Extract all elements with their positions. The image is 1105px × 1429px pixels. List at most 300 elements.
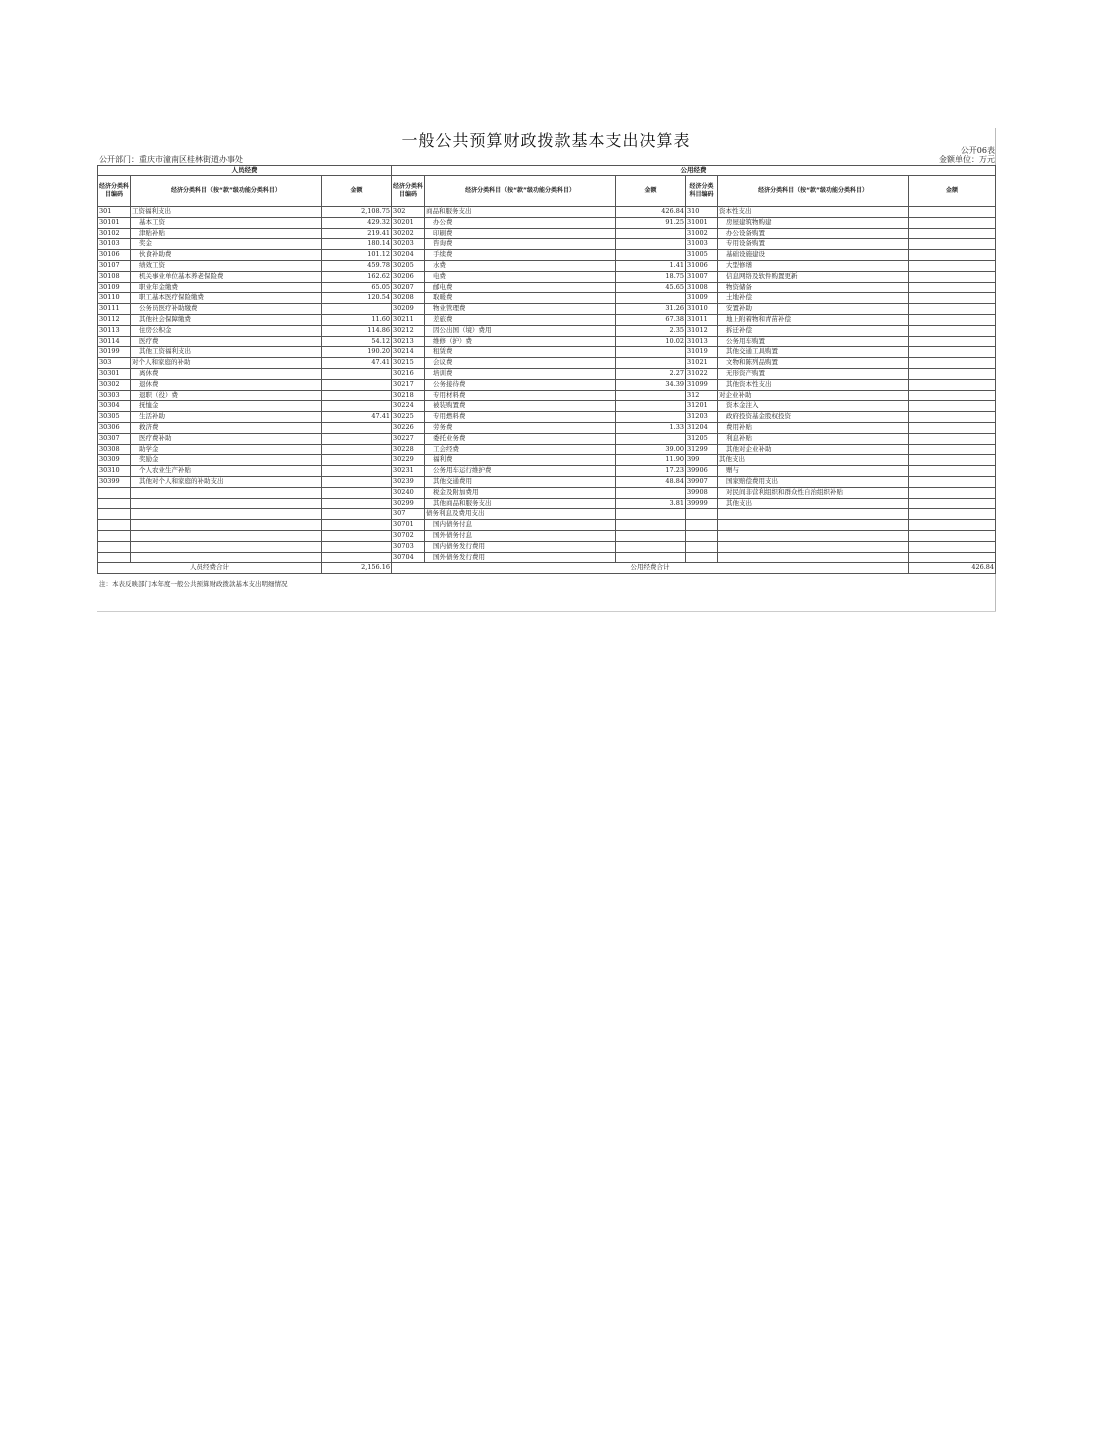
name-cell: 债务利息及费用支出 xyxy=(425,509,616,520)
amount-cell xyxy=(616,390,686,401)
name-cell: 费用补贴 xyxy=(718,422,909,433)
code-cell: 39999 xyxy=(686,498,718,509)
name-cell: 住房公积金 xyxy=(131,325,322,336)
code-cell: 31011 xyxy=(686,314,718,325)
amount-cell: 1.33 xyxy=(616,422,686,433)
code-cell: 30227 xyxy=(392,433,425,444)
code-cell: 30309 xyxy=(98,455,131,466)
table-row xyxy=(98,347,996,358)
amount-cell xyxy=(909,271,996,282)
name-cell: 基础设施建设 xyxy=(718,250,909,261)
amount-cell xyxy=(322,401,392,412)
amount-cell: 10.02 xyxy=(616,336,686,347)
code-cell: 30212 xyxy=(392,325,425,336)
amount-cell xyxy=(909,282,996,293)
table-row xyxy=(98,379,996,390)
code-cell: 30226 xyxy=(392,422,425,433)
name-cell: 劳务费 xyxy=(425,422,616,433)
name-cell: 商品和服务支出 xyxy=(425,207,616,218)
amount-cell xyxy=(909,207,996,218)
amount-cell xyxy=(322,422,392,433)
code-cell: 30215 xyxy=(392,358,425,369)
name-cell: 助学金 xyxy=(131,444,322,455)
table-row xyxy=(98,520,996,531)
code-cell: 31013 xyxy=(686,336,718,347)
code-cell: 30208 xyxy=(392,293,425,304)
name-cell: 工会经费 xyxy=(425,444,616,455)
code-cell: 39908 xyxy=(686,487,718,498)
name-cell: 其他资本性支出 xyxy=(718,379,909,390)
amount-cell: 190.20 xyxy=(322,347,392,358)
band-public: 公用经费 xyxy=(392,166,996,176)
name-cell: 印刷费 xyxy=(425,228,616,239)
name-cell xyxy=(131,552,322,563)
amount-cell: 17.23 xyxy=(616,466,686,477)
footnote: 注：本表反映部门本年度一般公共预算财政拨款基本支出明细情况 xyxy=(99,580,288,588)
name-cell xyxy=(718,552,909,563)
amount-cell: 54.12 xyxy=(322,336,392,347)
code-cell: 30218 xyxy=(392,390,425,401)
header-amount: 金额 xyxy=(616,176,686,207)
code-cell: 31007 xyxy=(686,271,718,282)
code-cell: 30101 xyxy=(98,217,131,228)
name-cell: 手续费 xyxy=(425,250,616,261)
amount-cell xyxy=(909,541,996,552)
code-cell: 30239 xyxy=(392,476,425,487)
code-cell: 31022 xyxy=(686,368,718,379)
name-cell: 伙食补助费 xyxy=(131,250,322,261)
code-cell: 30305 xyxy=(98,412,131,423)
amount-cell: 162.62 xyxy=(322,271,392,282)
code-cell: 30207 xyxy=(392,282,425,293)
table-row xyxy=(98,228,996,239)
name-cell: 维修（护）费 xyxy=(425,336,616,347)
table-row xyxy=(98,401,996,412)
code-cell: 30702 xyxy=(392,530,425,541)
name-cell: 工资福利支出 xyxy=(131,207,322,218)
amount-cell xyxy=(616,433,686,444)
amount-cell xyxy=(909,347,996,358)
table-row xyxy=(98,325,996,336)
amount-cell xyxy=(616,358,686,369)
code-cell xyxy=(98,530,131,541)
amount-cell: 48.84 xyxy=(616,476,686,487)
amount-cell xyxy=(322,304,392,315)
sheet-edge-bottom xyxy=(97,611,996,612)
code-cell: 30103 xyxy=(98,239,131,250)
name-cell: 政府投资基金股权投资 xyxy=(718,412,909,423)
code-cell: 31006 xyxy=(686,260,718,271)
amount-cell xyxy=(909,520,996,531)
name-cell: 国内债务发行费用 xyxy=(425,541,616,552)
header-name: 经济分类科目（按“款”级功能分类科目） xyxy=(425,176,616,207)
code-cell xyxy=(98,487,131,498)
amount-cell xyxy=(322,476,392,487)
name-cell: 国外债务发行费用 xyxy=(425,552,616,563)
name-cell: 抚恤金 xyxy=(131,401,322,412)
name-cell: 退职（役）费 xyxy=(131,390,322,401)
amount-cell xyxy=(322,368,392,379)
name-cell: 专用燃料费 xyxy=(425,412,616,423)
amount-cell: 65.05 xyxy=(322,282,392,293)
name-cell: 无形资产购置 xyxy=(718,368,909,379)
name-cell xyxy=(131,541,322,552)
public-total-amount: 426.84 xyxy=(909,563,996,574)
code-cell: 310 xyxy=(686,207,718,218)
amount-cell xyxy=(322,541,392,552)
header-code: 经济分类科目编码 xyxy=(686,176,718,207)
table-row xyxy=(98,239,996,250)
amount-cell: 429.32 xyxy=(322,217,392,228)
name-cell: 救济费 xyxy=(131,422,322,433)
code-cell: 31021 xyxy=(686,358,718,369)
amount-cell: 3.81 xyxy=(616,498,686,509)
amount-cell xyxy=(322,455,392,466)
amount-cell: 18.75 xyxy=(616,271,686,282)
code-cell: 39907 xyxy=(686,476,718,487)
name-cell: 物业管理费 xyxy=(425,304,616,315)
name-cell: 土地补偿 xyxy=(718,293,909,304)
code-cell: 30304 xyxy=(98,401,131,412)
code-cell: 30228 xyxy=(392,444,425,455)
code-cell xyxy=(98,498,131,509)
amount-cell: 2.27 xyxy=(616,368,686,379)
code-cell: 31008 xyxy=(686,282,718,293)
header-code: 经济分类科目编码 xyxy=(392,176,425,207)
code-cell: 30214 xyxy=(392,347,425,358)
table-row xyxy=(98,293,996,304)
name-cell: 绩效工资 xyxy=(131,260,322,271)
amount-cell xyxy=(909,239,996,250)
name-cell: 其他支出 xyxy=(718,455,909,466)
amount-cell xyxy=(909,336,996,347)
name-cell: 资本性支出 xyxy=(718,207,909,218)
amount-cell xyxy=(322,509,392,520)
code-cell xyxy=(98,541,131,552)
amount-cell xyxy=(909,368,996,379)
name-cell xyxy=(718,520,909,531)
table-row xyxy=(98,260,996,271)
name-cell: 赠与 xyxy=(718,466,909,477)
amount-cell xyxy=(909,314,996,325)
amount-cell xyxy=(322,520,392,531)
table-row xyxy=(98,282,996,293)
name-cell: 其他对企业补助 xyxy=(718,444,909,455)
department-label: 公开部门：重庆市潼南区桂林街道办事处 xyxy=(99,155,243,164)
name-cell: 奖金 xyxy=(131,239,322,250)
name-cell: 其他交通费用 xyxy=(425,476,616,487)
name-cell: 被装购置费 xyxy=(425,401,616,412)
amount-cell xyxy=(909,466,996,477)
amount-cell: 2.35 xyxy=(616,325,686,336)
amount-cell xyxy=(909,433,996,444)
name-cell: 公务用车运行维护费 xyxy=(425,466,616,477)
code-cell: 31204 xyxy=(686,422,718,433)
amount-cell xyxy=(322,487,392,498)
code-cell: 30209 xyxy=(392,304,425,315)
amount-cell: 114.86 xyxy=(322,325,392,336)
amount-cell: 91.25 xyxy=(616,217,686,228)
amount-cell xyxy=(909,530,996,541)
code-cell: 39906 xyxy=(686,466,718,477)
table-row xyxy=(98,487,996,498)
name-cell: 国家赔偿费用支出 xyxy=(718,476,909,487)
amount-cell: 39.00 xyxy=(616,444,686,455)
code-cell: 30701 xyxy=(392,520,425,531)
code-cell: 30113 xyxy=(98,325,131,336)
name-cell: 电费 xyxy=(425,271,616,282)
table-row xyxy=(98,336,996,347)
amount-cell: 45.65 xyxy=(616,282,686,293)
amount-cell xyxy=(322,552,392,563)
name-cell: 办公费 xyxy=(425,217,616,228)
amount-cell xyxy=(909,498,996,509)
table-row xyxy=(98,498,996,509)
header-code: 经济分类科目编码 xyxy=(98,176,131,207)
totals-row xyxy=(98,563,996,574)
amount-cell: 459.78 xyxy=(322,260,392,271)
personnel-total-amount: 2,156.16 xyxy=(322,563,392,574)
name-cell: 其他社会保障缴费 xyxy=(131,314,322,325)
name-cell xyxy=(718,530,909,541)
code-cell: 303 xyxy=(98,358,131,369)
amount-cell xyxy=(616,552,686,563)
amount-cell xyxy=(616,541,686,552)
amount-cell xyxy=(909,412,996,423)
amount-cell xyxy=(909,260,996,271)
name-cell: 公务用车购置 xyxy=(718,336,909,347)
amount-cell xyxy=(909,217,996,228)
code-cell: 30216 xyxy=(392,368,425,379)
code-cell: 30111 xyxy=(98,304,131,315)
code-cell xyxy=(98,509,131,520)
personnel-total-label: 人员经费合计 xyxy=(98,563,322,574)
code-cell: 30224 xyxy=(392,401,425,412)
name-cell: 津贴补贴 xyxy=(131,228,322,239)
amount-cell xyxy=(616,520,686,531)
name-cell: 物资储备 xyxy=(718,282,909,293)
name-cell: 水费 xyxy=(425,260,616,271)
code-cell: 301 xyxy=(98,207,131,218)
name-cell: 会议费 xyxy=(425,358,616,369)
amount-cell xyxy=(616,347,686,358)
table-row xyxy=(98,444,996,455)
code-cell: 31019 xyxy=(686,347,718,358)
table-row xyxy=(98,271,996,282)
code-cell: 30303 xyxy=(98,390,131,401)
code-cell: 30114 xyxy=(98,336,131,347)
table-row xyxy=(98,358,996,369)
amount-cell xyxy=(909,455,996,466)
name-cell: 国外债务付息 xyxy=(425,530,616,541)
name-cell: 个人农业生产补贴 xyxy=(131,466,322,477)
code-cell: 30213 xyxy=(392,336,425,347)
name-cell: 资本金注入 xyxy=(718,401,909,412)
code-cell: 30102 xyxy=(98,228,131,239)
name-cell: 信息网络及软件购置更新 xyxy=(718,271,909,282)
code-cell: 30109 xyxy=(98,282,131,293)
table-row xyxy=(98,509,996,520)
name-cell: 基本工资 xyxy=(131,217,322,228)
amount-cell xyxy=(322,466,392,477)
amount-cell xyxy=(909,390,996,401)
code-cell: 30240 xyxy=(392,487,425,498)
amount-cell xyxy=(909,476,996,487)
code-cell xyxy=(98,552,131,563)
name-cell: 租赁费 xyxy=(425,347,616,358)
code-cell: 30110 xyxy=(98,293,131,304)
code-cell: 30205 xyxy=(392,260,425,271)
amount-cell: 31.26 xyxy=(616,304,686,315)
name-cell: 专用材料费 xyxy=(425,390,616,401)
name-cell xyxy=(718,541,909,552)
table-row xyxy=(98,207,996,218)
code-cell: 30202 xyxy=(392,228,425,239)
code-cell: 30308 xyxy=(98,444,131,455)
name-cell: 医疗费补助 xyxy=(131,433,322,444)
amount-cell: 1.41 xyxy=(616,260,686,271)
amount-cell xyxy=(616,401,686,412)
amount-cell xyxy=(616,250,686,261)
amount-cell xyxy=(909,401,996,412)
amount-cell xyxy=(909,552,996,563)
amount-cell xyxy=(909,250,996,261)
amount-cell xyxy=(909,293,996,304)
amount-cell: 67.38 xyxy=(616,314,686,325)
name-cell: 职工基本医疗保险缴费 xyxy=(131,293,322,304)
code-cell: 30704 xyxy=(392,552,425,563)
name-cell xyxy=(131,520,322,531)
name-cell: 其他对个人和家庭的补助支出 xyxy=(131,476,322,487)
name-cell xyxy=(131,487,322,498)
name-cell: 医疗费 xyxy=(131,336,322,347)
code-cell xyxy=(686,530,718,541)
name-cell: 机关事业单位基本养老保险费 xyxy=(131,271,322,282)
amount-cell xyxy=(616,228,686,239)
amount-cell: 47.41 xyxy=(322,358,392,369)
name-cell xyxy=(131,509,322,520)
amount-cell xyxy=(616,509,686,520)
name-cell: 福利费 xyxy=(425,455,616,466)
name-cell: 其他支出 xyxy=(718,498,909,509)
amount-cell: 180.14 xyxy=(322,239,392,250)
code-cell: 30201 xyxy=(392,217,425,228)
table-row xyxy=(98,314,996,325)
name-cell: 对企业补助 xyxy=(718,390,909,401)
table-row xyxy=(98,412,996,423)
amount-cell xyxy=(322,379,392,390)
table-row xyxy=(98,476,996,487)
name-cell: 退休费 xyxy=(131,379,322,390)
code-cell: 30301 xyxy=(98,368,131,379)
amount-cell xyxy=(909,358,996,369)
table-row xyxy=(98,304,996,315)
name-cell: 对民间非营利组织和群众性自治组织补贴 xyxy=(718,487,909,498)
amount-cell xyxy=(616,412,686,423)
amount-cell: 2,108.75 xyxy=(322,207,392,218)
header-name: 经济分类科目（按“款”级功能分类科目） xyxy=(131,176,322,207)
name-cell xyxy=(718,509,909,520)
name-cell: 培训费 xyxy=(425,368,616,379)
name-cell: 公务员医疗补助缴费 xyxy=(131,304,322,315)
name-cell xyxy=(131,530,322,541)
code-cell: 31001 xyxy=(686,217,718,228)
name-cell: 地上附着物和青苗补偿 xyxy=(718,314,909,325)
code-cell: 31002 xyxy=(686,228,718,239)
name-cell: 文物和陈列品购置 xyxy=(718,358,909,369)
amount-cell xyxy=(616,293,686,304)
name-cell: 奖励金 xyxy=(131,455,322,466)
amount-cell xyxy=(322,433,392,444)
report-title: 一般公共预算财政拨款基本支出决算表 xyxy=(401,131,691,150)
name-cell: 拆迁补偿 xyxy=(718,325,909,336)
name-cell: 办公设备购置 xyxy=(718,228,909,239)
name-cell: 其他交通工具购置 xyxy=(718,347,909,358)
code-cell: 31299 xyxy=(686,444,718,455)
code-cell: 31012 xyxy=(686,325,718,336)
code-cell: 30229 xyxy=(392,455,425,466)
name-cell: 对个人和家庭的补助 xyxy=(131,358,322,369)
amount-cell: 120.54 xyxy=(322,293,392,304)
table-body xyxy=(98,207,996,563)
name-cell: 职业年金缴费 xyxy=(131,282,322,293)
code-cell: 30203 xyxy=(392,239,425,250)
amount-cell xyxy=(909,422,996,433)
name-cell: 离休费 xyxy=(131,368,322,379)
code-cell: 30231 xyxy=(392,466,425,477)
table-row xyxy=(98,422,996,433)
header-amount: 金额 xyxy=(322,176,392,207)
name-cell: 委托业务费 xyxy=(425,433,616,444)
table-row xyxy=(98,455,996,466)
code-cell: 31203 xyxy=(686,412,718,423)
table-row xyxy=(98,530,996,541)
amount-cell: 11.60 xyxy=(322,314,392,325)
unit-label: 金额单位：万元 xyxy=(939,155,995,164)
amount-cell xyxy=(909,444,996,455)
name-cell xyxy=(131,498,322,509)
code-cell: 31099 xyxy=(686,379,718,390)
name-cell: 利息补贴 xyxy=(718,433,909,444)
table-row xyxy=(98,433,996,444)
code-cell: 31201 xyxy=(686,401,718,412)
table-row xyxy=(98,217,996,228)
code-cell: 31003 xyxy=(686,239,718,250)
amount-cell xyxy=(909,379,996,390)
code-cell: 30108 xyxy=(98,271,131,282)
name-cell: 咨询费 xyxy=(425,239,616,250)
code-cell: 30310 xyxy=(98,466,131,477)
code-cell: 30299 xyxy=(392,498,425,509)
amount-cell xyxy=(322,498,392,509)
code-cell xyxy=(686,520,718,531)
amount-cell xyxy=(909,228,996,239)
name-cell: 国内债务付息 xyxy=(425,520,616,531)
table-row xyxy=(98,541,996,552)
name-cell: 税金及附加费用 xyxy=(425,487,616,498)
code-cell xyxy=(98,520,131,531)
code-cell: 30306 xyxy=(98,422,131,433)
table-row xyxy=(98,466,996,477)
code-cell: 30204 xyxy=(392,250,425,261)
code-cell: 30302 xyxy=(98,379,131,390)
code-cell: 31010 xyxy=(686,304,718,315)
header-name: 经济分类科目（按“款”级功能分类科目） xyxy=(718,176,909,207)
code-cell: 399 xyxy=(686,455,718,466)
table-row xyxy=(98,390,996,401)
table-number: 公开06表 xyxy=(960,146,995,155)
name-cell: 大型修缮 xyxy=(718,260,909,271)
